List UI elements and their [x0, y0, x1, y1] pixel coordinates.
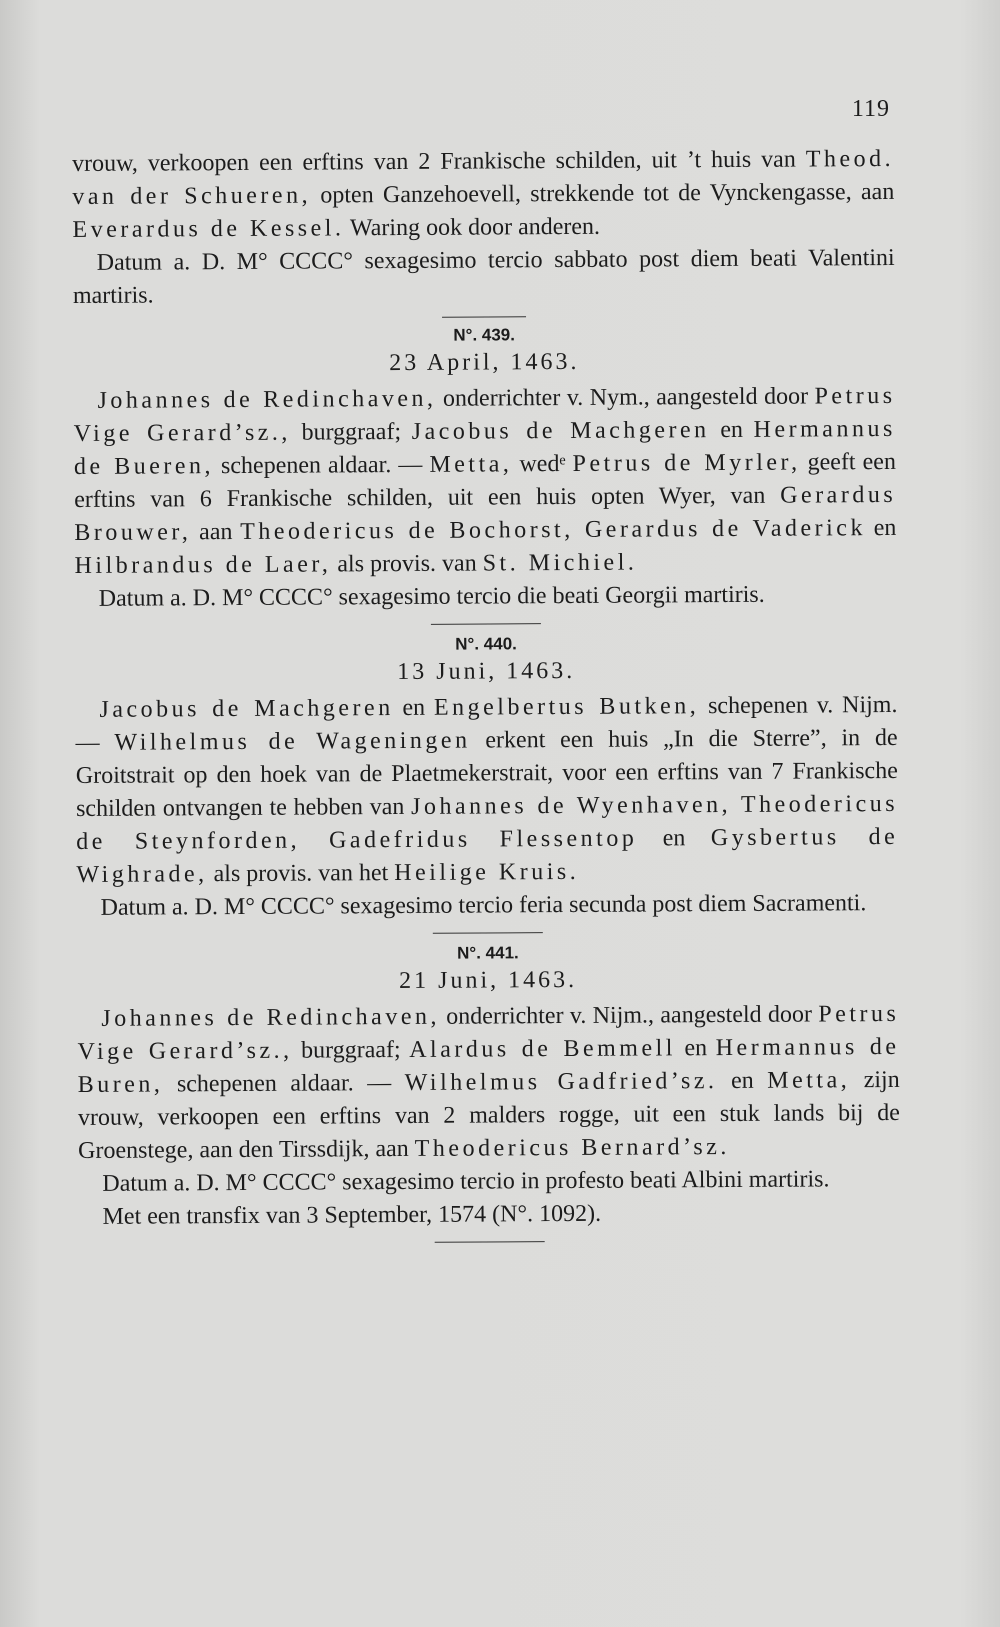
page-number: 119	[851, 96, 890, 122]
text-run: schepenen v. Nijm. —	[75, 691, 898, 756]
person-name: Hilbrandus de Laer,	[74, 551, 332, 579]
text-run: als provis. van het	[207, 860, 395, 888]
person-name: Gysbertus de Wighrade,	[76, 823, 899, 888]
entry-text	[75, 689, 898, 892]
text-run: geeft een erftins van 6 Frankische schilden, uit een huis opten Wyer, van	[74, 448, 896, 513]
text-run: zijn vrouw, verkoopen een erftins van 2 malders rogge, uit een stuk lands bij de Groenstege, aan den Tirssdijk, aan	[77, 1066, 900, 1164]
entry-date: 21 Juni, 1463.	[398, 966, 578, 995]
person-name: Jacobus de Machgeren	[411, 417, 710, 445]
entry-number: N°. 441.	[457, 943, 519, 963]
person-name: Johannes de Redinchaven,	[101, 1003, 441, 1032]
entry-text	[77, 998, 900, 1168]
text-run: en	[637, 825, 711, 852]
person-name: Wilhelmus de Wageningen	[114, 727, 471, 756]
person-name: Petrus Vige Gerard’sz.,	[77, 1000, 900, 1065]
text-run: vrouw, verkoopen een erftins van 2 Frankische schilden, uit ’t huis van	[72, 146, 806, 177]
datum-line: Datum a. D. M° CCCC° sexagesimo tercio sabbato post diem beati Valentini martiris.	[72, 244, 895, 309]
person-name: Petrus de Myrler,	[572, 449, 801, 477]
person-name: Metta,	[767, 1067, 851, 1094]
entry-text	[73, 380, 896, 583]
text-run: schepenen aldaar. —	[163, 1069, 405, 1098]
text-run: als provis. van	[331, 550, 483, 578]
place-name: Heilige Kruis.	[394, 858, 580, 887]
text-run: opten Ganzehoevell, strekkende tot de Vynckengasse, aan	[310, 178, 895, 209]
text-run: burggraaf;	[292, 1036, 410, 1064]
text-run: onderrichter v. Nijm., aangesteld door	[439, 1001, 819, 1030]
entry-439	[73, 323, 897, 616]
person-name: Gerardus Brouwer,	[74, 481, 897, 546]
entry-number: N°. 440.	[455, 634, 517, 654]
text-run: schepenen aldaar. —	[213, 451, 430, 480]
text-run: Waring ook door anderen.	[344, 213, 601, 242]
person-name: Hermannus de Buren,	[77, 1033, 900, 1098]
text-run: burggraaf;	[290, 418, 412, 446]
datum-line: Datum a. D. M° CCCC° sexagesimo tercio feria secunda post diem Sacramenti.	[100, 890, 867, 921]
text-run: en	[717, 1067, 768, 1095]
text-run: en	[709, 416, 754, 444]
person-name: Engelbertus Butken,	[433, 693, 700, 721]
person-name: Alardus de Bemmell	[409, 1035, 676, 1063]
text-run: en	[393, 694, 435, 722]
transfix-note: Met een transfix van 3 September, 1574 (N°. 1092).	[102, 1200, 602, 1230]
section-divider	[433, 932, 543, 934]
person-name: Theodericus de Bochorst, Gerardus de Vaderick	[240, 515, 866, 545]
text-run: wedᵉ	[512, 450, 573, 478]
person-name: Petrus Vige Gerard’sz.,	[73, 382, 896, 447]
person-name: Jacobus de Machgeren	[99, 695, 394, 723]
text-run: en	[675, 1035, 716, 1062]
text-run: erkent een huis „In die Sterre”, in de Groitstrait op den hoek van de Plaetmekerstrait, voor een erftins van 7 Frankische schilden ontvangen te hebben van	[75, 724, 898, 822]
person-name: Everardus de Kessel.	[72, 215, 345, 243]
entry-440	[75, 632, 899, 925]
entry-date: 23 April, 1463.	[389, 348, 580, 377]
person-name: Theod. van der Schueren,	[72, 145, 895, 210]
entry-date: 13 Juni, 1463.	[397, 657, 576, 686]
section-divider	[435, 1241, 545, 1243]
section-divider	[431, 623, 541, 625]
page-body	[72, 143, 901, 1255]
person-name: Johannes de Wyenhaven, Theodericus de Steynforden, Gadefridus Flessentop	[76, 790, 899, 855]
continuation-paragraph	[72, 143, 895, 247]
place-name: St. Michiel.	[482, 549, 638, 577]
section-divider	[442, 316, 526, 318]
person-name: Johannes de Redinchaven,	[97, 385, 437, 414]
person-name: Metta,	[429, 451, 513, 478]
text-run: aan	[191, 518, 241, 546]
entry-441	[77, 941, 901, 1234]
text-run: en	[865, 514, 897, 542]
text-run: onderrichter v. Nym., aangesteld door	[436, 383, 815, 412]
person-name: Theodericus Bernard’sz.	[414, 1134, 730, 1162]
datum-line: Datum a. D. M° CCCC° sexagesimo tercio die beati Georgii martiris.	[98, 581, 765, 612]
datum-line: Datum a. D. M° CCCC° sexagesimo tercio in profesto beati Albini martiris.	[102, 1166, 830, 1197]
person-name: Hermannus de Bueren,	[73, 415, 896, 480]
entry-number: N°. 439.	[453, 325, 516, 345]
person-name: Wilhelmus Gadfried’sz.	[404, 1068, 718, 1096]
